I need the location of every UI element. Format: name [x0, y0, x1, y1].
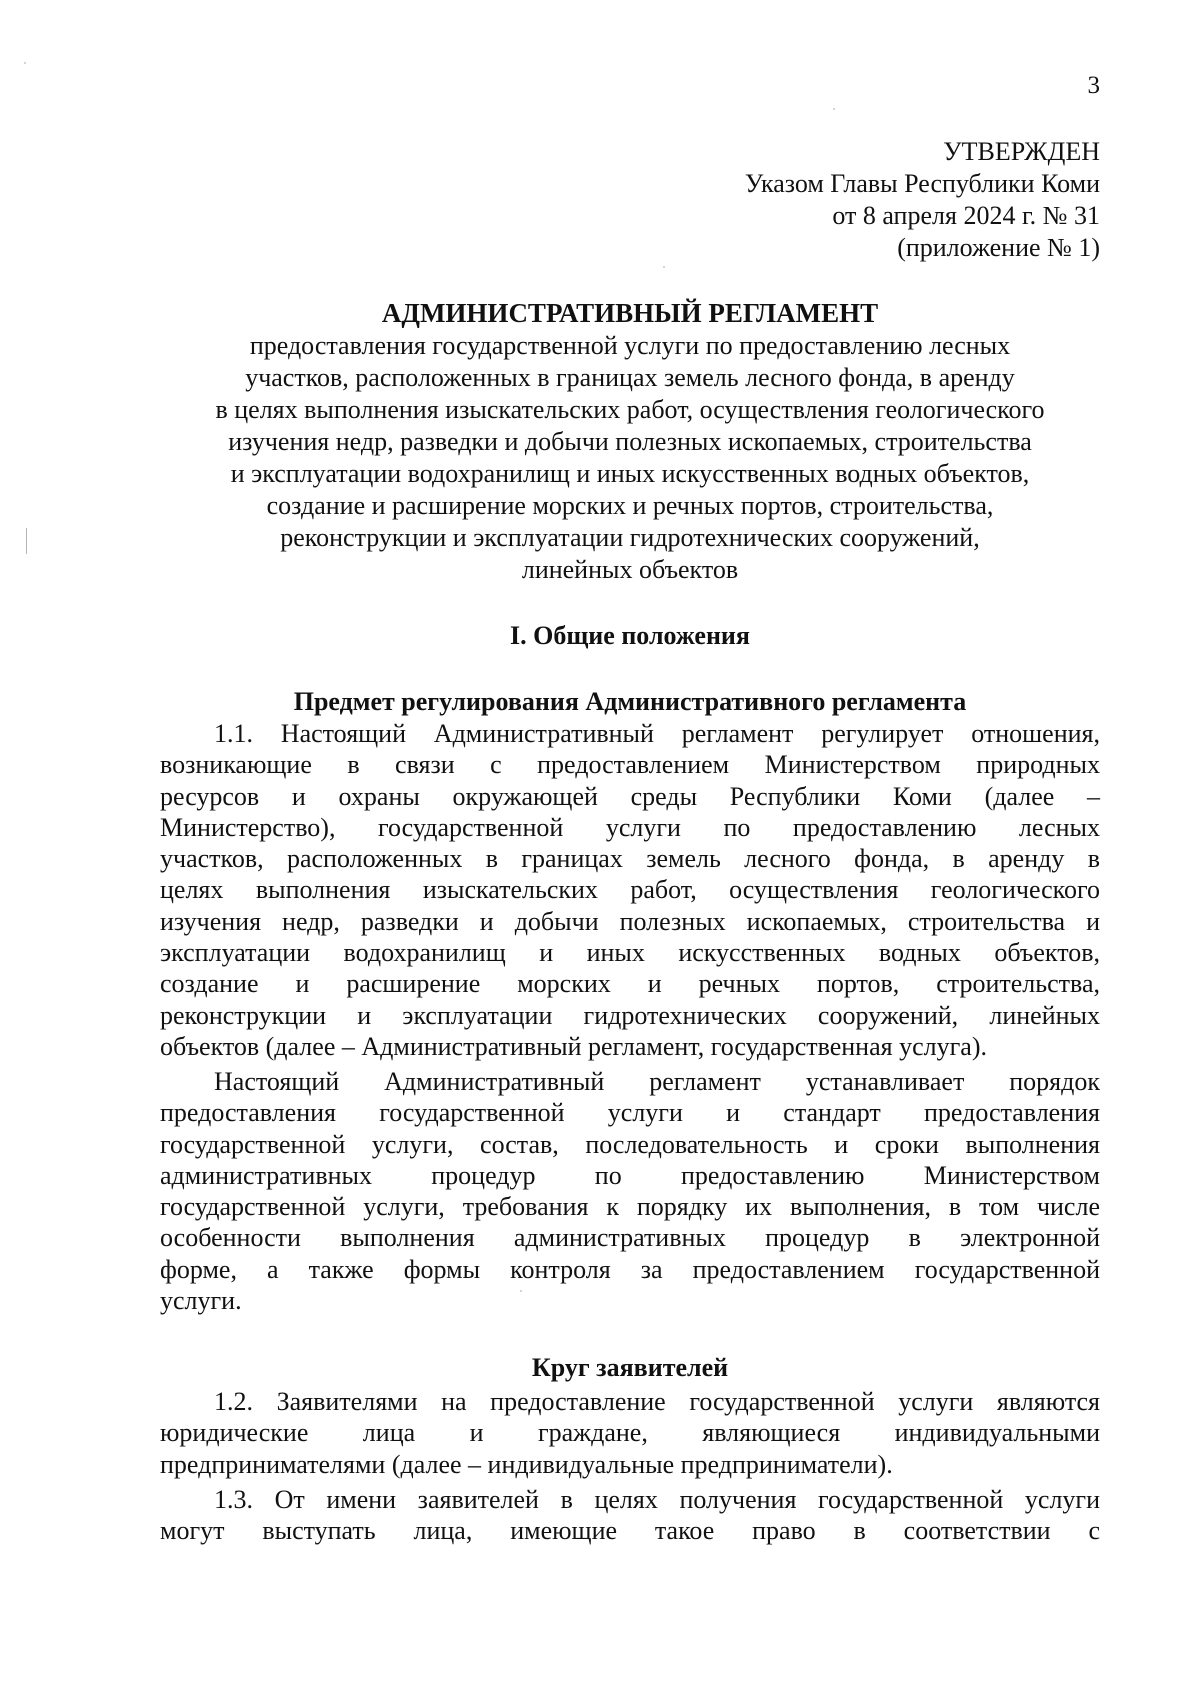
paragraph-line: административных процедур по предоставлению Министерством [160, 1160, 1100, 1190]
paragraph-line: реконструкции и эксплуатации гидротехнических сооружений, линейных [160, 1000, 1100, 1030]
paragraph-line: эксплуатации водохранилищ и иных искусственных водных объектов, [160, 938, 1100, 968]
approval-stamp [600, 136, 1100, 264]
subtitle-line: изучения недр, разведки и добычи полезных ископаемых, строительства [228, 427, 1032, 456]
subtitle-line: создание и расширение морских и речных портов, строительства, [266, 491, 994, 520]
scan-artifact [24, 62, 26, 64]
paragraph-line: ресурсов и охраны окружающей среды Республики Коми (далее – [160, 781, 1100, 811]
paragraph-line: изучения недр, разведки и добычи полезных ископаемых, строительства и [160, 906, 1100, 936]
paragraph-line: 1.2. Заявителями на предоставление государственной услуги являются [214, 1387, 1100, 1416]
paragraph-line: предпринимателями (далее – индивидуальные предприниматели). [160, 1449, 893, 1479]
subtitle-line: участков, расположенных в границах земель лесного фонда, в аренду [245, 363, 1015, 392]
paragraph-line: услуги. [160, 1286, 242, 1316]
paragraph-1-2 [160, 1386, 1100, 1480]
paragraph-line: Настоящий Административный регламент устанавливает порядок [214, 1067, 1100, 1096]
paragraph-1-1 [160, 718, 1100, 1062]
subtitle-line: реконструкции и эксплуатации гидротехнических сооружений, [280, 523, 980, 552]
page-number: 3 [1087, 72, 1100, 99]
approval-line: Указом Главы Республики Коми [744, 169, 1100, 198]
subtitle-line: и эксплуатации водохранилищ и иных искусственных водных объектов, [230, 459, 1030, 488]
paragraph-line: участков, расположенных в границах земель лесного фонда, в аренду в [160, 844, 1100, 874]
paragraph-line: предоставления государственной услуги и стандарт предоставления [160, 1098, 1100, 1128]
paragraph-line: целях выполнения изыскательских работ, осуществления геологического [160, 875, 1100, 905]
paragraph-line: возникающие в связи с предоставлением Министерством природных [160, 750, 1100, 780]
subtitle-line: в целях выполнения изыскательских работ, осуществления геологического [215, 395, 1045, 424]
paragraph-line: Министерство), государственной услуги по предоставлению лесных [160, 812, 1100, 842]
document-subtitle [160, 330, 1100, 586]
approval-line: от 8 апреля 2024 г. № 31 [832, 201, 1100, 230]
subsection-heading: Круг заявителей [531, 1353, 729, 1382]
paragraph-line: 1.3. От имени заявителей в целях получения государственной услуги [214, 1485, 1100, 1514]
approval-line: (приложение № 1) [897, 233, 1100, 262]
paragraph-line: государственной услуги, требования к порядку их выполнения, в том числе [160, 1192, 1100, 1222]
section-heading: I. Общие положения [510, 621, 750, 650]
document-title-block [160, 296, 1100, 586]
paragraph-line: объектов (далее – Административный регламент, государственная услуга). [160, 1031, 987, 1061]
paragraph-line: особенности выполнения административных процедур в электронной [160, 1223, 1100, 1253]
paragraph-line: создание и расширение морских и речных портов, строительства, [160, 969, 1100, 999]
paragraph-line: юридические лица и граждане, являющиеся индивидуальными [160, 1418, 1100, 1448]
paragraph-1-1-continued [160, 1066, 1100, 1316]
scan-artifact [663, 266, 665, 268]
subtitle-line: предоставления государственной услуги по предоставлению лесных [249, 331, 1011, 360]
paragraph-line: форме, а также формы контроля за предоставлением государственной [160, 1254, 1100, 1284]
approval-line: УТВЕРЖДЕН [943, 137, 1100, 166]
subsection-heading: Предмет регулирования Административного регламента [293, 687, 967, 716]
paragraph-line: могут выступать лица, имеющие такое право в соответствии с [160, 1516, 1100, 1546]
subtitle-line: линейных объектов [521, 555, 739, 584]
scan-artifact [26, 528, 27, 554]
scan-artifact [520, 1290, 522, 1292]
paragraph-line: 1.1. Настоящий Административный регламент регулирует отношения, [214, 719, 1100, 748]
document-title: АДМИНИСТРАТИВНЫЙ РЕГЛАМЕНТ [381, 298, 879, 328]
scan-artifact [833, 108, 835, 110]
paragraph-1-3 [160, 1484, 1100, 1547]
paragraph-line: государственной услуги, состав, последовательность и сроки выполнения [160, 1129, 1100, 1159]
